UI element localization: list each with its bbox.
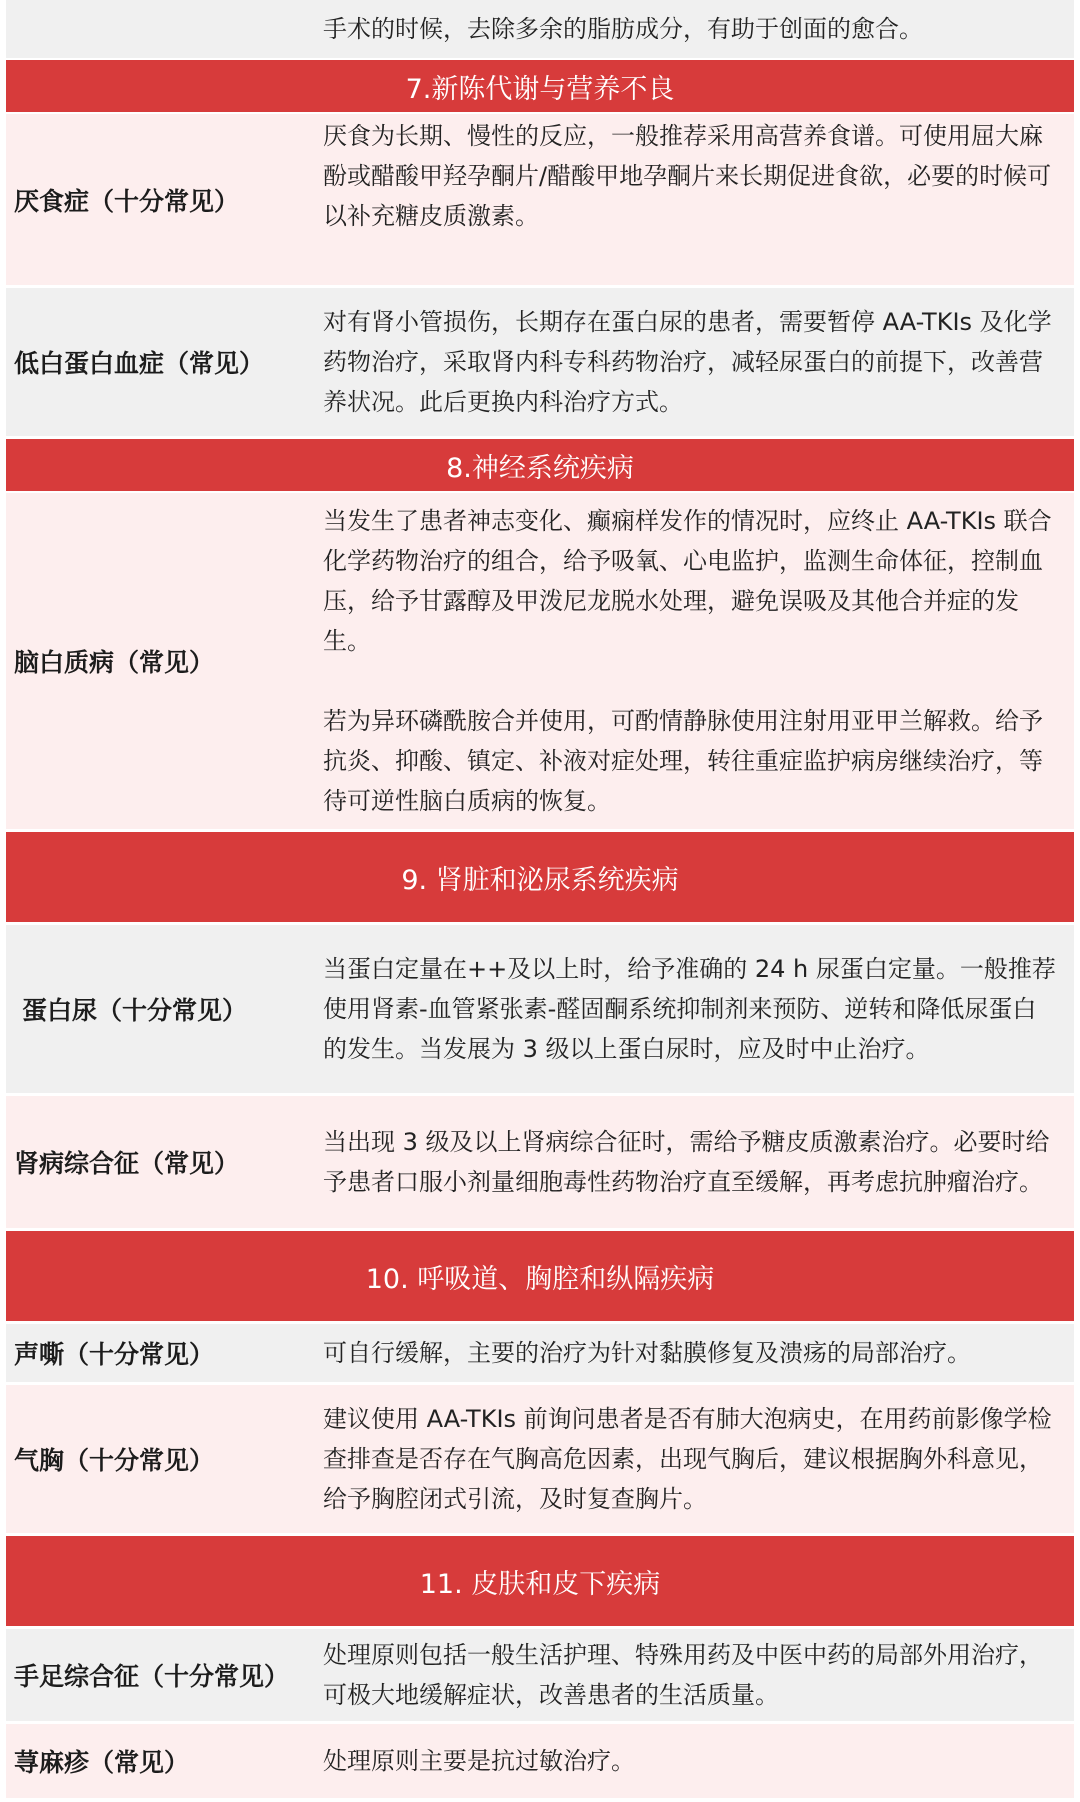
section-header: 11. 皮肤和皮下疾病 [6, 1536, 1074, 1626]
row-label: 厌食症（十分常见） [14, 186, 240, 216]
row-label: 手足综合征（十分常见） [14, 1662, 290, 1691]
table-row [6, 1324, 1074, 1382]
row-label: 蛋白尿（十分常见） [22, 996, 248, 1025]
row-description: 当出现 3 级及以上肾病综合征时，需给予糖皮质激素治疗。必要时给予患者口服小剂量细胞毒性药物治疗直至缓解，再考虑抗肿瘤治疗。 [313, 1096, 1074, 1228]
table-row [6, 0, 1074, 58]
row-label: 气胸（十分常见） [14, 1446, 215, 1475]
row-label: 荨麻疹（常见） [14, 1748, 190, 1777]
row-label [6, 0, 310, 58]
section-header: 7.新陈代谢与营养不良 [6, 60, 1074, 112]
table-row [6, 1385, 1074, 1533]
table-row [6, 1096, 1074, 1228]
section-header: 8.神经系统疾病 [6, 439, 1074, 491]
row-description: 可自行缓解，主要的治疗为针对黏膜修复及溃疡的局部治疗。 [313, 1324, 1074, 1382]
table-row [6, 114, 1074, 285]
section-header: 10. 呼吸道、胸腔和纵隔疾病 [6, 1231, 1074, 1321]
row-description: 厌食为长期、慢性的反应，一般推荐采用高营养食谱。可使用屈大麻酚或醋酸甲羟孕酮片/醋酸甲地孕酮片来长期促进食欲，必要的时候可以补充糖皮质激素。 [313, 114, 1074, 285]
table-row [6, 1724, 1074, 1798]
row-description: 手术的时候，去除多余的脂肪成分，有助于创面的愈合。 [313, 0, 1074, 58]
row-description: 当发生了患者神志变化、癫痫样发作的情况时，应终止 AA-TKIs 联合化学药物治疗的组合，给予吸氧、心电监护，监测生命体征，控制血压，给予甘露醇及甲泼尼龙脱水处理，避免误吸及其他合并症的发生。 若为异环磷酰胺合并使用，可酌情静脉使用注射用亚甲兰解救。给予抗炎、抑酸、镇定、补液对症处理，转往重症监护病房继续治疗，等待可逆性脑白质病的恢复。 [313, 493, 1074, 829]
row-description: 处理原则包括一般生活护理、特殊用药及中医中药的局部外用治疗，可极大地缓解症状，改善患者的生活质量。 [313, 1629, 1074, 1721]
row-description: 建议使用 AA-TKIs 前询问患者是否有肺大泡病史，在用药前影像学检查排查是否存在气胸高危因素，出现气胸后，建议根据胸外科意见，给予胸腔闭式引流，及时复查胸片。 [313, 1385, 1074, 1533]
table-row [6, 1629, 1074, 1721]
section-header: 9. 肾脏和泌尿系统疾病 [6, 832, 1074, 922]
row-label: 声嘶（十分常见） [14, 1340, 215, 1369]
table-row [6, 493, 1074, 829]
row-label: 肾病综合征（常见） [14, 1149, 240, 1178]
row-label: 脑白质病（常见） [14, 648, 215, 677]
row-label: 低白蛋白血症（常见） [14, 349, 265, 378]
table-row [6, 288, 1074, 436]
row-description: 处理原则主要是抗过敏治疗。 [313, 1724, 1074, 1798]
row-description: 对有肾小管损伤，长期存在蛋白尿的患者，需要暂停 AA-TKIs 及化学药物治疗，采取肾内科专科药物治疗，减轻尿蛋白的前提下，改善营养状况。此后更换内科治疗方式。 [313, 288, 1074, 436]
row-description: 当蛋白定量在++及以上时，给予准确的 24 h 尿蛋白定量。一般推荐使用肾素-血管紧张素-醛固酮系统抑制剂来预防、逆转和降低尿蛋白的发生。当发展为 3 级以上蛋白尿时，应及时中止治疗。 [313, 925, 1074, 1093]
table-row [6, 925, 1074, 1093]
